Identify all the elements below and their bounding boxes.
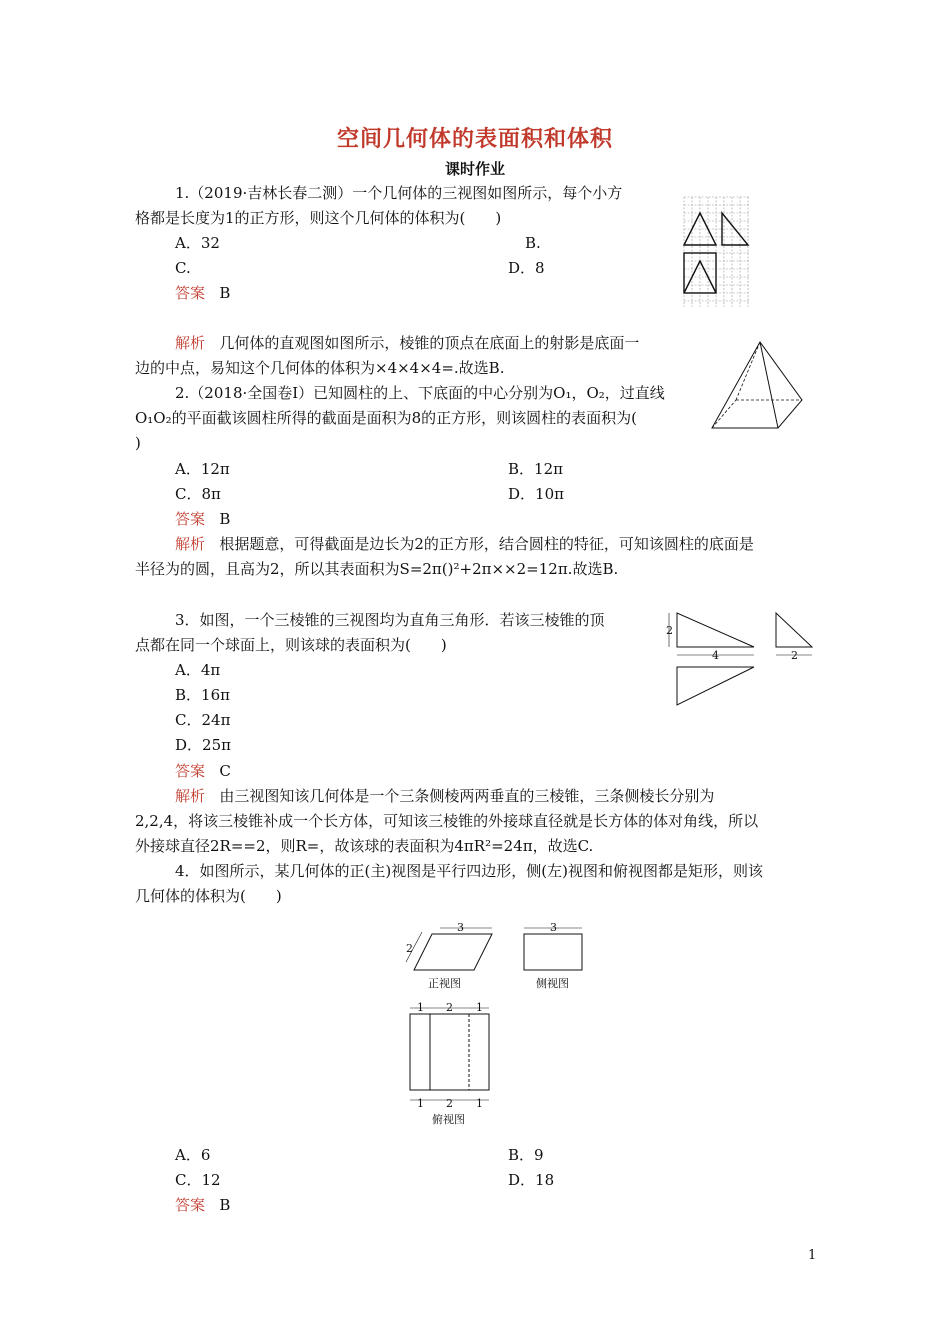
q3-option-d: D．25π bbox=[175, 736, 231, 754]
q2-option-d: D．10π bbox=[508, 485, 564, 503]
q1-analysis-line1 bbox=[175, 333, 639, 353]
q3-three-view-figure bbox=[664, 605, 814, 715]
q4-option-a: A．6 bbox=[175, 1146, 211, 1164]
q2-answer bbox=[175, 509, 230, 529]
q4-three-view-figure bbox=[400, 918, 600, 1134]
q4-answer bbox=[175, 1195, 230, 1215]
q3-option-c: C．24π bbox=[175, 711, 231, 729]
q3-answer bbox=[175, 761, 231, 781]
q2-stem-line2: O₁O₂的平面截该圆柱所得的截面是面积为8的正方形，则该圆柱的表面积为( bbox=[135, 409, 638, 427]
q4-bottom-label-a: 1 bbox=[417, 1097, 424, 1110]
q1-stem-line2: 格都是长度为1的正方形，则这个几何体的体积为( ) bbox=[135, 209, 502, 227]
q2-option-c: C．8π bbox=[175, 485, 221, 503]
analysis-text: 几何体的直观图如图所示，棱锥的顶点在底面上的射影是底面一 bbox=[219, 334, 640, 352]
answer-value: C bbox=[219, 762, 231, 780]
analysis-text: 根据题意，可得截面是边长为2的正方形，结合圆柱的特征，可知该圆柱的底面是 bbox=[219, 535, 754, 553]
answer-label: 答案 bbox=[175, 510, 206, 528]
q4-side-caption: 侧视图 bbox=[536, 977, 569, 990]
answer-label: 答案 bbox=[175, 284, 206, 302]
answer-value: B bbox=[219, 510, 231, 528]
q4-stem-line1: 4．如图所示，某几何体的正(主)视图是平行四边形，侧(左)视图和俯视图都是矩形，则该 bbox=[175, 862, 763, 880]
q4-bottom-label-b: 2 bbox=[446, 1097, 453, 1110]
q3-front-view bbox=[677, 613, 754, 647]
analysis-label: 解析 bbox=[175, 787, 206, 805]
q4-front-caption: 正视图 bbox=[428, 977, 461, 990]
q3-analysis-line3: 外接球直径2R==2，则R=，故该球的表面积为4πR²=24π，故选C. bbox=[135, 837, 594, 855]
q1-three-view-figure bbox=[682, 195, 752, 314]
q3-label-height: 2 bbox=[666, 624, 673, 637]
q4-side-view bbox=[524, 934, 582, 970]
q4-front-side-label: 2 bbox=[406, 942, 413, 955]
q4-option-c: C．12 bbox=[175, 1171, 221, 1189]
q1-top-view bbox=[684, 253, 716, 293]
q3-label-width: 4 bbox=[712, 649, 719, 662]
q4-top-label-b: 2 bbox=[446, 1001, 453, 1014]
q2-stem-line3: ) bbox=[135, 434, 141, 452]
q1-option-c: C. bbox=[175, 259, 191, 277]
q2-analysis-line1 bbox=[175, 534, 754, 554]
q4-option-d: D．18 bbox=[508, 1171, 555, 1189]
answer-label: 答案 bbox=[175, 1196, 206, 1214]
q4-front-top-label: 3 bbox=[457, 921, 464, 934]
analysis-text: 由三视图知该几何体是一个三条侧棱两两垂直的三棱锥，三条侧棱长分别为 bbox=[219, 787, 715, 805]
q3-stem-line2: 点都在同一个球面上，则该球的表面积为( ) bbox=[135, 636, 447, 654]
q3-analysis-line2: 2,2,4，将该三棱锥补成一个长方体，可知该三棱锥的外接球直径就是长方体的体对角线，所以 bbox=[135, 812, 759, 830]
q3-option-b: B．16π bbox=[175, 686, 230, 704]
page-number: 1 bbox=[808, 1248, 817, 1263]
q2-analysis-line2: 半径为的圆，且高为2，所以其表面积为S=2π()²+2π××2=12π.故选B. bbox=[135, 560, 619, 578]
analysis-label: 解析 bbox=[175, 334, 206, 352]
q4-top-label-a: 1 bbox=[417, 1001, 424, 1014]
q3-label-side: 2 bbox=[791, 649, 798, 662]
page-subtitle: 课时作业 bbox=[444, 160, 505, 178]
page-title: 空间几何体的表面积和体积 bbox=[336, 126, 613, 152]
analysis-label: 解析 bbox=[175, 535, 206, 553]
q1-option-d: D．8 bbox=[508, 259, 545, 277]
q2-stem-line1: 2.（2018·全国卷Ⅰ）已知圆柱的上、下底面的中心分别为O₁，O₂，过直线 bbox=[175, 384, 665, 402]
q1-answer bbox=[175, 283, 230, 303]
q1-analysis-line2: 边的中点，易知这个几何体的体积为×4×4×4=.故选B. bbox=[135, 359, 505, 377]
q1-pyramid-figure bbox=[690, 340, 805, 442]
grid-three-view-svg bbox=[682, 195, 752, 310]
q4-front-view bbox=[414, 934, 492, 970]
q2-option-a: A．12π bbox=[175, 460, 230, 478]
q3-side-view bbox=[776, 613, 812, 647]
q4-option-b: B．9 bbox=[508, 1146, 544, 1164]
answer-value: B bbox=[219, 1196, 231, 1214]
q4-side-top-label: 3 bbox=[550, 921, 557, 934]
answer-label: 答案 bbox=[175, 762, 206, 780]
q1-option-b: B. bbox=[525, 234, 541, 252]
q3-top-view bbox=[677, 667, 754, 705]
q4-stem-line2: 几何体的体积为( ) bbox=[135, 887, 282, 905]
q4-top-view bbox=[410, 1014, 489, 1090]
q1-option-a: A．32 bbox=[175, 234, 220, 252]
answer-value: B bbox=[219, 284, 231, 302]
q4-bottom-label-c: 1 bbox=[476, 1097, 483, 1110]
q1-stem-line1: 1.（2019·吉林长春二测）一个几何体的三视图如图所示，每个小方 bbox=[175, 184, 623, 202]
q4-top-label-c: 1 bbox=[476, 1001, 483, 1014]
q3-analysis-line1 bbox=[175, 786, 714, 806]
q3-option-a: A．4π bbox=[175, 661, 221, 679]
q3-stem-line1: 3．如图，一个三棱锥的三视图均为直角三角形．若该三棱锥的顶 bbox=[175, 611, 605, 629]
q4-top-caption: 俯视图 bbox=[432, 1113, 465, 1126]
q2-option-b: B．12π bbox=[508, 460, 563, 478]
